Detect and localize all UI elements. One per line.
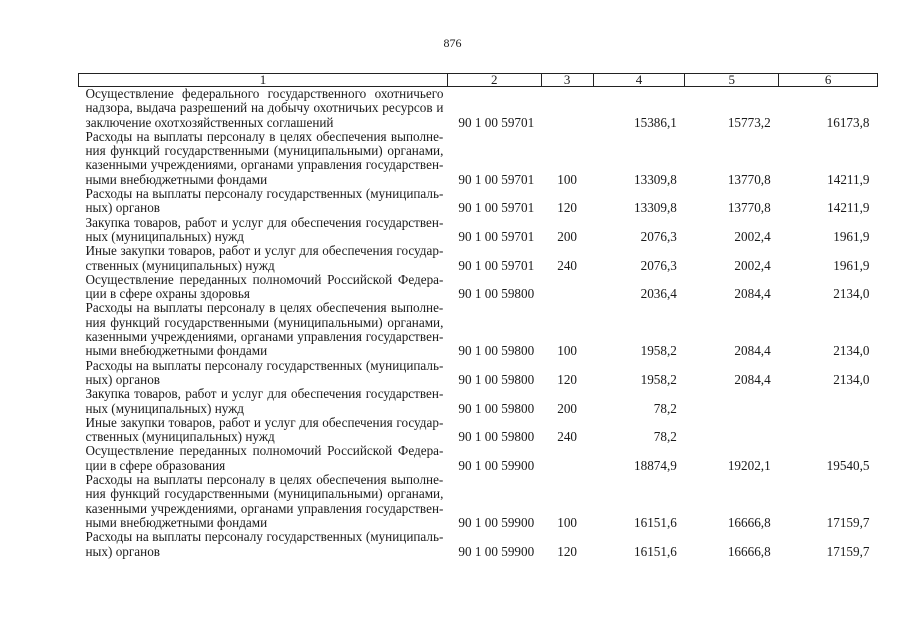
description-line: ных) органов xyxy=(85,543,161,559)
description-line: ния функций государственными (муниципальными) органами, xyxy=(85,314,444,330)
expense-type-code: 120 xyxy=(557,200,577,216)
expense-type-code: 200 xyxy=(557,228,577,244)
table-row xyxy=(79,387,878,416)
table-row xyxy=(79,87,878,130)
description-line: ных) органов xyxy=(85,371,161,387)
description-line: ными внебюджетными фондами xyxy=(85,343,268,359)
amount-col6 xyxy=(779,416,878,445)
row-description xyxy=(79,273,448,302)
target-article-code: 90 1 00 59701 xyxy=(458,257,535,273)
amount-col5: 2084,4 xyxy=(734,286,771,302)
description-line: ции в сфере охраны здоровья xyxy=(85,286,250,302)
row-description xyxy=(79,444,448,473)
description-line: казенными учреждениями, органами управления государствен- xyxy=(85,157,444,173)
amount-col5 xyxy=(685,416,779,445)
table-row xyxy=(79,216,878,245)
description-line: заключение охотхозяйственных соглашений xyxy=(85,114,334,130)
amount-col5: 2084,4 xyxy=(734,371,771,387)
target-article-code: 90 1 00 59900 xyxy=(458,514,535,530)
row-description xyxy=(79,416,448,445)
table-row xyxy=(79,473,878,530)
description-line: Расходы на выплаты персоналу государственных (муниципаль- xyxy=(85,529,444,545)
amount-col4: 78,2 xyxy=(653,429,677,445)
amount-col6: 2134,0 xyxy=(833,371,870,387)
description-line: Расходы на выплаты персоналу государственных (муниципаль- xyxy=(85,357,444,373)
target-article-code: 90 1 00 59701 xyxy=(458,171,535,187)
description-line: Расходы на выплаты персоналу в целях обеспечения выполне- xyxy=(85,472,444,488)
row-description xyxy=(79,244,448,273)
amount-col6: 2134,0 xyxy=(833,343,870,359)
amount-col4: 1958,2 xyxy=(640,371,677,387)
description-line: надзора, выдача разрешений на добычу охотничьих ресурсов и xyxy=(85,100,444,116)
description-line: Осуществление переданных полномочий Российской Федера- xyxy=(85,271,444,287)
expense-type-code: 240 xyxy=(557,429,577,445)
amount-col5: 16666,8 xyxy=(727,514,771,530)
description-line: казенными учреждениями, органами управления государствен- xyxy=(85,329,444,345)
column-number-header-row xyxy=(79,74,878,87)
amount-col4: 15386,1 xyxy=(634,114,677,130)
target-article-code: 90 1 00 59800 xyxy=(458,429,535,445)
expense-type-code: 120 xyxy=(557,543,577,559)
table-row xyxy=(79,530,878,559)
target-article-code: 90 1 00 59701 xyxy=(458,228,535,244)
amount-col5: 2002,4 xyxy=(734,228,771,244)
row-description xyxy=(79,301,448,358)
description-line: ных (муниципальных) нужд xyxy=(85,400,244,416)
expense-type-code xyxy=(541,273,593,302)
description-line: ции в сфере образования xyxy=(85,457,226,473)
amount-col4: 16151,6 xyxy=(634,543,677,559)
amount-col5: 16666,8 xyxy=(727,543,771,559)
amount-col5 xyxy=(685,387,779,416)
row-description xyxy=(79,530,448,559)
target-article-code: 90 1 00 59900 xyxy=(458,457,535,473)
expense-type-code xyxy=(541,87,593,130)
description-line: ных) органов xyxy=(85,200,161,216)
amount-col4: 78,2 xyxy=(653,400,677,416)
expense-type-code xyxy=(541,444,593,473)
amount-col6: 17159,7 xyxy=(826,514,870,530)
description-line: ния функций государственными (муниципальными) органами, xyxy=(85,143,444,159)
amount-col4: 18874,9 xyxy=(634,457,677,473)
description-line: ными внебюджетными фондами xyxy=(85,514,268,530)
amount-col6: 2134,0 xyxy=(833,286,870,302)
expense-type-code: 240 xyxy=(557,257,577,273)
amount-col6: 1961,9 xyxy=(833,257,870,273)
amount-col4: 1958,2 xyxy=(640,343,677,359)
amount-col6: 16173,8 xyxy=(826,114,870,130)
row-description xyxy=(79,130,448,187)
amount-col6: 1961,9 xyxy=(833,228,870,244)
column-header: 5 xyxy=(685,74,779,87)
expense-type-code: 100 xyxy=(557,514,577,530)
description-line: Расходы на выплаты персоналу в целях обеспечения выполне- xyxy=(85,128,444,144)
description-line: ственных (муниципальных) нужд xyxy=(85,257,275,273)
table-row xyxy=(79,130,878,187)
column-header: 1 xyxy=(79,74,448,87)
row-description xyxy=(79,473,448,530)
target-article-code: 90 1 00 59900 xyxy=(458,543,535,559)
row-description xyxy=(79,216,448,245)
table-row xyxy=(79,416,878,445)
expense-type-code: 200 xyxy=(557,400,577,416)
column-header: 4 xyxy=(593,74,685,87)
target-article-code: 90 1 00 59800 xyxy=(458,343,535,359)
target-article-code: 90 1 00 59800 xyxy=(458,286,535,302)
target-article-code: 90 1 00 59800 xyxy=(458,400,535,416)
page-number: 876 xyxy=(443,36,462,50)
row-description xyxy=(79,187,448,216)
description-line: Осуществление федерального государственного охотничьего xyxy=(85,86,444,101)
amount-col6 xyxy=(779,387,878,416)
row-description xyxy=(79,87,448,130)
column-header: 3 xyxy=(541,74,593,87)
target-article-code: 90 1 00 59800 xyxy=(458,371,535,387)
amount-col4: 2076,3 xyxy=(640,228,677,244)
amount-col6: 17159,7 xyxy=(826,543,870,559)
description-line: Осуществление переданных полномочий Российской Федера- xyxy=(85,443,444,459)
table-row xyxy=(79,273,878,302)
amount-col5: 2002,4 xyxy=(734,257,771,273)
amount-col5: 13770,8 xyxy=(727,171,771,187)
table-row xyxy=(79,244,878,273)
budget-table xyxy=(78,73,878,559)
table-row xyxy=(79,301,878,358)
amount-col6: 14211,9 xyxy=(827,200,870,216)
column-header: 2 xyxy=(447,74,541,87)
table-row xyxy=(79,187,878,216)
description-line: Расходы на выплаты персоналу в целях обеспечения выполне- xyxy=(85,300,444,316)
description-line: ния функций государственными (муниципальными) органами, xyxy=(85,486,444,502)
amount-col4: 2076,3 xyxy=(640,257,677,273)
description-line: ных (муниципальных) нужд xyxy=(85,228,244,244)
description-line: казенными учреждениями, органами управления государствен- xyxy=(85,500,444,516)
description-line: Закупка товаров, работ и услуг для обеспечения государствен- xyxy=(85,214,444,230)
description-line: ными внебюджетными фондами xyxy=(85,171,268,187)
amount-col5: 2084,4 xyxy=(734,343,771,359)
amount-col4: 13309,8 xyxy=(634,171,677,187)
description-line: Иные закупки товаров, работ и услуг для обеспечения государ- xyxy=(85,243,444,259)
description-line: ственных (муниципальных) нужд xyxy=(85,429,275,445)
amount-col4: 13309,8 xyxy=(634,200,677,216)
amount-col5: 19202,1 xyxy=(727,457,771,473)
amount-col4: 2036,4 xyxy=(640,286,677,302)
row-description xyxy=(79,387,448,416)
row-description xyxy=(79,359,448,388)
amount-col5: 13770,8 xyxy=(727,200,771,216)
description-line: Иные закупки товаров, работ и услуг для обеспечения государ- xyxy=(85,414,444,430)
table-row xyxy=(79,359,878,388)
target-article-code: 90 1 00 59701 xyxy=(458,114,535,130)
description-line: Расходы на выплаты персоналу государственных (муниципаль- xyxy=(85,186,444,202)
amount-col5: 15773,2 xyxy=(727,114,771,130)
description-line: Закупка товаров, работ и услуг для обеспечения государствен- xyxy=(85,386,444,402)
table-row xyxy=(79,444,878,473)
amount-col4: 16151,6 xyxy=(634,514,677,530)
amount-col6: 14211,9 xyxy=(827,171,870,187)
column-header: 6 xyxy=(779,74,878,87)
amount-col6: 19540,5 xyxy=(826,457,870,473)
expense-type-code: 100 xyxy=(557,171,577,187)
target-article-code: 90 1 00 59701 xyxy=(458,200,535,216)
expense-type-code: 100 xyxy=(557,343,577,359)
expense-type-code: 120 xyxy=(557,371,577,387)
